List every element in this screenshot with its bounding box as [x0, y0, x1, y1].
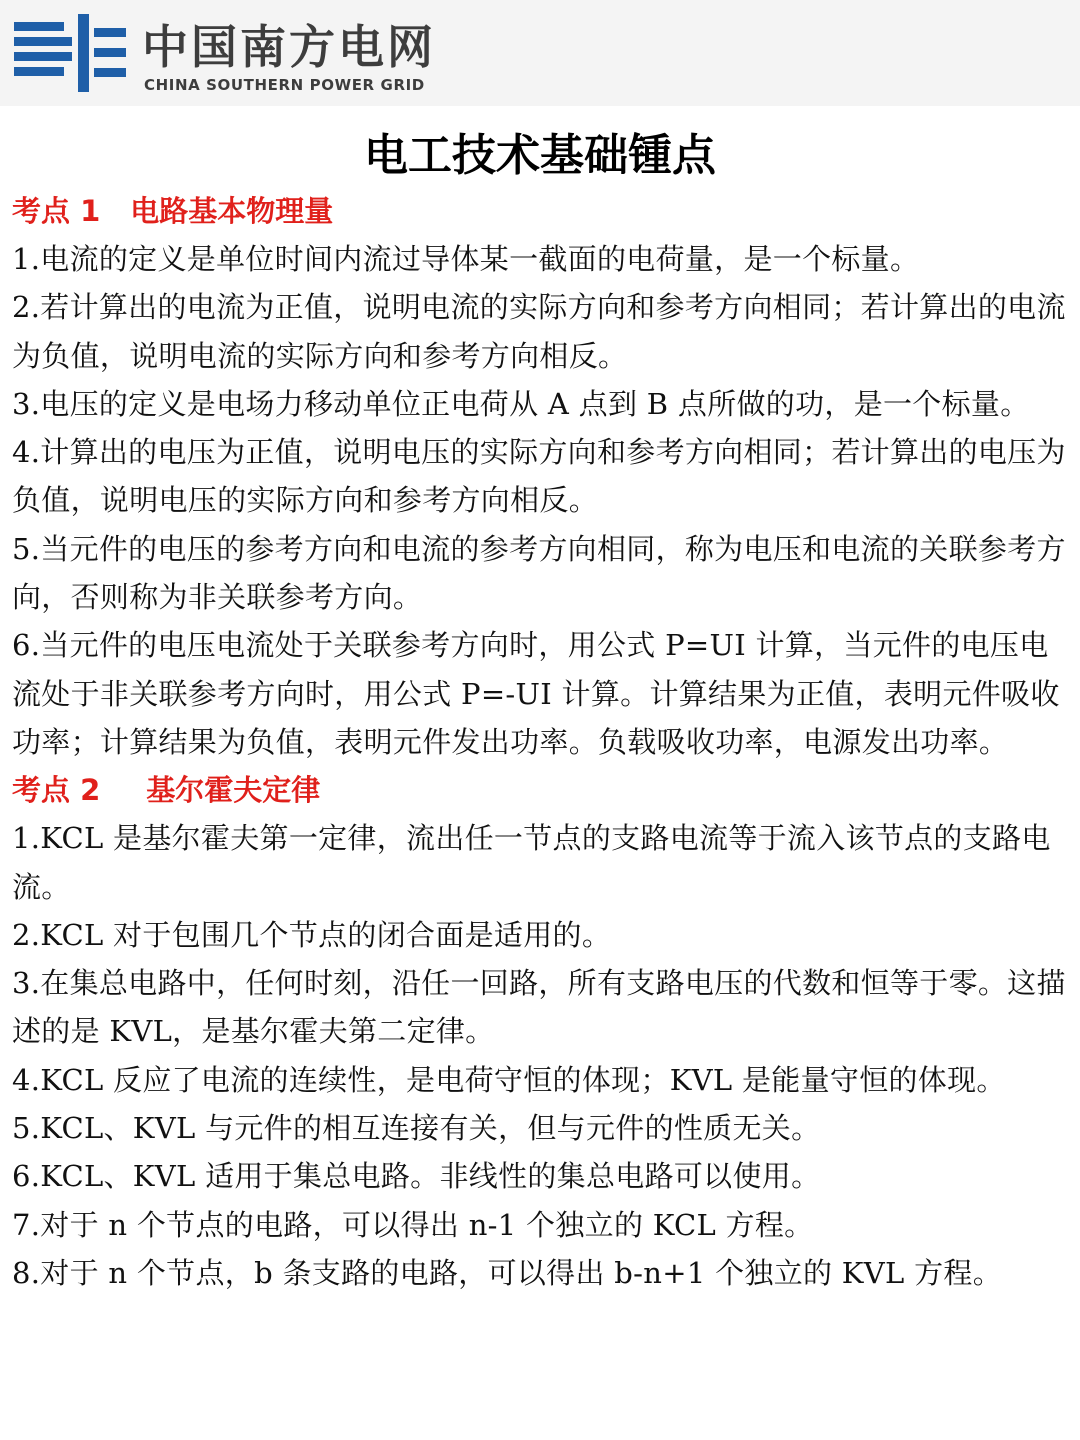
list-item: 8.对于 n 个节点，b 条支路的电路，可以得出 b-n+1 个独立的 KVL 方程。	[12, 1255, 1002, 1290]
list-item: 1.KCL 是基尔霍夫第一定律，流出任一节点的支路电流等于流入该节点的支路电流。	[12, 821, 1051, 904]
list-item: 2.若计算出的电流为正值，说明电流的实际方向和参考方向相同；若计算出的电流为负值，说明电流的实际方向和参考方向相反。	[12, 290, 1066, 373]
section-name: 电路基本物理量	[130, 194, 334, 228]
china-southern-power-grid-logo-icon	[14, 14, 126, 92]
section-number: 考点 1	[12, 194, 101, 228]
section-heading	[12, 766, 1068, 814]
list-item: 3.在集总电路中，任何时刻，沿任一回路，所有支路电压的代数和恒等于零。这描述的是 KVL，是基尔霍夫第二定律。	[12, 966, 1066, 1049]
section-1	[12, 187, 1068, 766]
section-name: 基尔霍夫定律	[146, 773, 321, 808]
section-number: 考点 2	[12, 773, 101, 808]
header-banner	[0, 0, 1080, 106]
list-item: 5.当元件的电压的参考方向和电流的参考方向相同，称为电压和电流的关联参考方向，否则称为非关联参考方向。	[12, 531, 1066, 615]
list-item: 2.KCL 对于包围几个节点的闭合面是适用的。	[12, 917, 612, 952]
page-title: 电工技术基础锺点	[364, 130, 716, 181]
list-item: 4.计算出的电压为正值，说明电压的实际方向和参考方向相同；若计算出的电压为负值，说明电压的实际方向和参考方向相反。	[12, 435, 1066, 518]
list-item: 6.当元件的电压电流处于关联参考方向时，用公式 P=UI 计算，当元件的电压电流处于非关联参考方向时，用公式 P=-UI 计算。计算结果为正值，表明元件吸收功率；计算结果为负值，表明元件发出功率。负载吸收功率，电源发出功率。	[12, 628, 1060, 759]
logo-english-name: CHINA SOUTHERN POWER GRID	[144, 76, 425, 94]
list-item: 5.KCL、KVL 与元件的相互连接有关，但与元件的性质无关。	[12, 1111, 821, 1146]
list-item: 6.KCL、KVL 适用于集总电路。非线性的集总电路可以使用。	[12, 1159, 821, 1194]
list-item: 7.对于 n 个节点的电路，可以得出 n-1 个独立的 KCL 方程。	[12, 1207, 814, 1242]
logo-chinese-name: 中国南方电网	[142, 20, 436, 74]
section-2	[12, 766, 1068, 1297]
list-item: 1.电流的定义是单位时间内流过导体某一截面的电荷量，是一个标量。	[12, 242, 920, 276]
document-body	[12, 187, 1068, 1297]
list-item: 4.KCL 反应了电流的连续性，是电荷守恒的体现；KVL 是能量守恒的体现。	[12, 1062, 1006, 1097]
section-heading	[12, 187, 1068, 235]
list-item: 3.电压的定义是电场力移动单位正电荷从 A 点到 B 点所做的功，是一个标量。	[12, 386, 1030, 421]
